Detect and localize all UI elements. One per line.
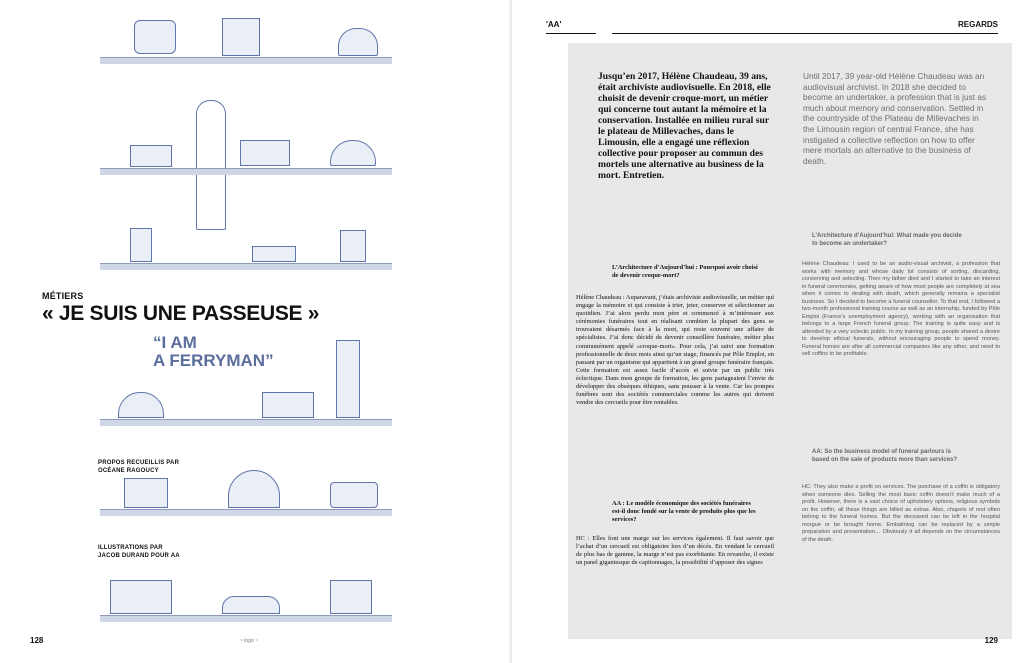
building-illustration [228,470,280,508]
interview-credit: PROPOS RECUEILLIS PAR OCÉANE RAGOUCY [98,460,180,474]
right-page [512,0,1024,663]
english-lead: Until 2017, 39 year-old Hélène Chaudeau was an audiovisual archivist. In 2018 she decided to become an undertaker, a profession that is just as much about memory and conservation. Settled in the countryside of the Plateau de Millevaches in the Limousin region of central France, she has instigated a collective reflection on how to offer mere mortals an alternative to the business of death. [803,71,987,166]
running-head-left: 'AA' [546,20,562,29]
figure-illustration [196,100,226,230]
shelf [100,263,392,270]
shelf [100,419,392,426]
building-illustration [262,392,314,418]
section-kicker: MÉTIERS [42,291,84,301]
building-illustration [330,140,376,166]
page-number: 129 [984,636,998,645]
building-illustration [240,140,290,166]
shelf [100,168,392,175]
french-question: L’Architecture d’Aujourd’hui : Pourquoi avoir choisi de devenir croque-mort? [612,264,758,279]
french-lead: Jusqu’en 2017, Hélène Chaudeau, 39 ans, était archiviste audiovisuelle. En 2018, elle choisit de devenir croque-mort, un métier qui concerne tout autant la mémoire et la conservation. Installée en milieu rural sur le plateau de Millevaches, dans le Limousin, elle a engagé une réflexion collective pour proposer au commun des mortels une alternative au business de la mort. Entretien. [598,71,771,181]
footer-logo: ~ logo ~ [240,638,259,644]
building-illustration [130,228,152,262]
header-rule [612,33,998,34]
english-answer: Hélène Chaudeau: I used to be an audio-visual archivist, a profession that works with memory and whose daily lot consists of sorting, discarding, conserving and selecting. Then my father died and I started to take an interest in funeral ceremonies, getting aware of how most people are completely at sea when it comes to dealing with death, which generally remains a specialist business. So I decided to become a funeral counsellor. To that end, I followed a two-month professional training course as well as an internship, funded by Pôle Emploi (France’s unemployment agency), working with an organisation that belongs to a large French funeral group. The training is quite easy and is attended by a very eclectic public. In my training group, people shared a desire to develop ethical funerals, without encouraging people to spend money. Funeral homes are after all commercial companies like any other, and need to sell coffins to be profitable. [802,261,1000,357]
shelf [100,615,392,622]
running-head-right: REGARDS [957,20,998,29]
shelf [100,509,392,516]
building-illustration [222,596,280,614]
building-illustration [124,478,168,508]
article-subtitle: “I AM A FERRYMAN” [153,333,274,370]
shelf [100,57,392,64]
building-illustration [340,230,366,262]
english-question: L’Architecture d’Aujourd’hui: What made you decide to become an undertaker? [812,233,962,247]
building-illustration [222,18,260,56]
french-answer: HC : Elles font une marge sur les services également. Il faut savoir que l’achat d’un cercueil est obligatoire lors d’un décès. En vendant le cercueil de plus bas de gamme, la marge n’est pas exorbitante. En revanche, il existe un panel gigantesque de capitonnages, la possibilité d’apposer des signes [576,535,774,567]
article-title: « JE SUIS UNE PASSEUSE » [42,302,320,325]
building-illustration [330,482,378,508]
french-answer: Hélène Chaudeau : Auparavant, j’étais archiviste audiovisuelle, un métier qui engage la mémoire et qui consiste à trier, jeter, conserver et sélectionner au quotidien. J’ai alors perdu mon père et commencé à m’intéresser aux cérémonies funéraires tout en réalisant combien la plupart des gens se trouvaient désarmés face à la mort, qui reste souvent une affaire de spécialistes. J’ai donc décidé de devenir conseillère funéraire, métier plus communément appelé «croque-mort». Pour cela, j’ai suivi une formation professionnelle de deux mois ainsi qu’un stage, financés par Pôle Emploi, en passant par un organisme qui appartient à un grand groupe funéraire français. Cette formation est assez facile d’accès et suivie par un public très éclectique. Dans mon groupe de formation, les gens partageaient l’envie de développer des obsèques éthiques, sans pousser à la vente. Car les pompes funèbres sont des sociétés commerciales comme les autres qui doivent vendre des cercueils pour être rentables. [576,294,774,407]
building-illustration [118,392,164,418]
page-number: 128 [30,636,44,645]
building-illustration [330,580,372,614]
header-rule [546,33,596,34]
building-illustration [110,580,172,614]
building-illustration [134,20,176,54]
building-illustration [338,28,378,56]
english-answer: HC: They also make a profit on services. The purchase of a coffin is obligatory when someone dies. Selling the most basic coffin doesn’t make much of a profit. However, there is a vast choice of upholstery options, religious symbols on the coffin, all these things are billed as extras. Also, chapels of rest often belong to the funeral homes. But the deceased can be left in the hospital morgue or be brought home. Embalming can be replaced by a simple preparation and presentation… Obviously it all depends on the circumstances of the death. [802,484,1000,543]
french-question: AA : Le modèle économique des sociétés funéraires est-il donc fondé sur la vente de produits plus que les services? [612,500,756,523]
building-illustration [252,246,296,262]
building-illustration [130,145,172,167]
english-question: AA: So the business model of funeral parlours is based on the sale of products more than services? [812,449,958,463]
building-illustration [336,340,360,418]
illustration-credit: ILLUSTRATIONS PAR JACOB DURAND POUR AA [98,545,180,559]
